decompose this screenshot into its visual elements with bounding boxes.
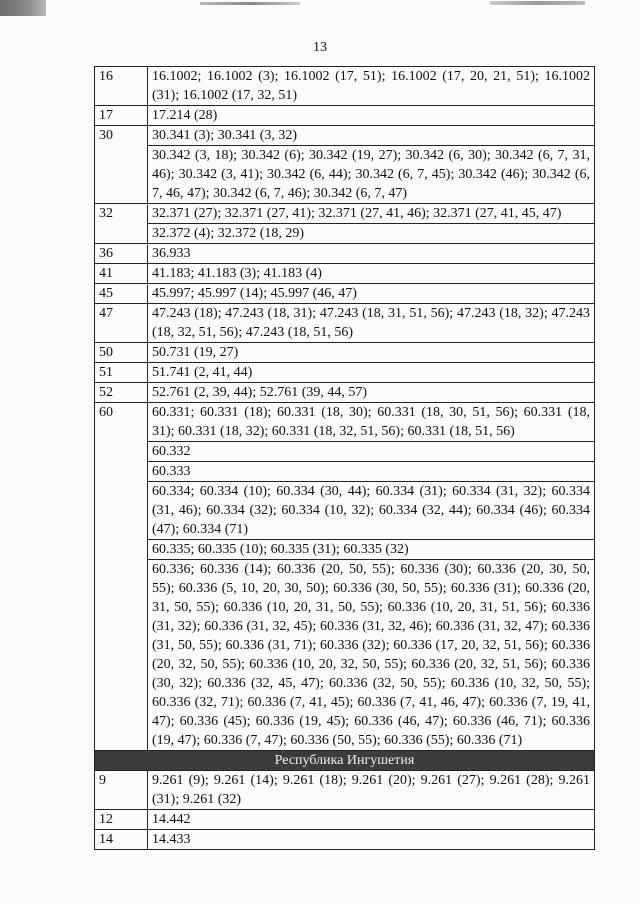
scan-artifact [490, 1, 585, 5]
row-number-cell: 52 [95, 383, 148, 403]
table-row [95, 771, 595, 810]
codes-cell: 60.334; 60.334 (10); 60.334 (30, 44); 60.334 (31); 60.334 (31, 32); 60.334 (31, 46); 60.334 (32); 60.334 (10, 32); 60.334 (32, 44); 60.334 (46); 60.334 (47); 60.334 (71) [148, 482, 595, 540]
table-row [95, 244, 595, 264]
table-row [95, 442, 595, 462]
table-row [95, 810, 595, 830]
codes-cell: 14.442 [148, 810, 595, 830]
row-number-cell: 14 [95, 830, 148, 850]
table-row [95, 363, 595, 383]
codes-cell: 50.731 (19, 27) [148, 343, 595, 363]
codes-cell: 36.933 [148, 244, 595, 264]
region-header: Республика Ингушетия [95, 751, 595, 771]
table-row [95, 343, 595, 363]
table-row [95, 482, 595, 540]
codes-cell: 60.332 [148, 442, 595, 462]
table-row [95, 204, 595, 224]
table-row [95, 284, 595, 304]
row-number-cell: 32 [95, 204, 148, 244]
page-number: 13 [313, 40, 327, 55]
scan-artifact [0, 0, 46, 16]
codes-cell: 47.243 (18); 47.243 (18, 31); 47.243 (18, 31, 51, 56); 47.243 (18, 32); 47.243 (18, 32, 51, 56); 47.243 (18, 51, 56) [148, 304, 595, 343]
scan-artifact [200, 2, 300, 5]
codes-table [94, 66, 595, 850]
table-row [95, 560, 595, 751]
codes-cell: 30.341 (3); 30.341 (3, 32) [148, 126, 595, 146]
table-row [95, 403, 595, 442]
row-number-cell: 36 [95, 244, 148, 264]
table-row [95, 462, 595, 482]
codes-cell: 45.997; 45.997 (14); 45.997 (46, 47) [148, 284, 595, 304]
row-number-cell: 12 [95, 810, 148, 830]
codes-cell: 16.1002; 16.1002 (3); 16.1002 (17, 51); 16.1002 (17, 20, 21, 51); 16.1002 (31); 16.1002 (17, 32, 51) [148, 67, 595, 106]
table-row [95, 540, 595, 560]
codes-cell: 41.183; 41.183 (3); 41.183 (4) [148, 264, 595, 284]
codes-cell: 32.371 (27); 32.371 (27, 41); 32.371 (27, 41, 46); 32.371 (27, 41, 45, 47) [148, 204, 595, 224]
codes-cell: 32.372 (4); 32.372 (18, 29) [148, 224, 595, 244]
table-row [95, 264, 595, 284]
region-header-row [95, 751, 595, 771]
codes-cell: 52.761 (2, 39, 44); 52.761 (39, 44, 57) [148, 383, 595, 403]
table-row [95, 224, 595, 244]
row-number-cell: 50 [95, 343, 148, 363]
codes-cell: 51.741 (2, 41, 44) [148, 363, 595, 383]
codes-cell: 17.214 (28) [148, 106, 595, 126]
table-row [95, 106, 595, 126]
table-row [95, 304, 595, 343]
row-number-cell: 17 [95, 106, 148, 126]
row-number-cell: 30 [95, 126, 148, 204]
row-number-cell: 60 [95, 403, 148, 751]
table-row [95, 830, 595, 850]
table-row [95, 146, 595, 204]
codes-cell: 60.331; 60.331 (18); 60.331 (18, 30); 60.331 (18, 30, 51, 56); 60.331 (18, 31); 60.331 (18, 32); 60.331 (18, 32, 51, 56); 60.331 (18, 51, 56) [148, 403, 595, 442]
codes-cell: 60.333 [148, 462, 595, 482]
row-number-cell: 51 [95, 363, 148, 383]
row-number-cell: 9 [95, 771, 148, 810]
table-row [95, 383, 595, 403]
codes-cell: 60.335; 60.335 (10); 60.335 (31); 60.335 (32) [148, 540, 595, 560]
row-number-cell: 41 [95, 264, 148, 284]
row-number-cell: 47 [95, 304, 148, 343]
row-number-cell: 16 [95, 67, 148, 106]
table-row [95, 126, 595, 146]
table-row [95, 67, 595, 106]
row-number-cell: 45 [95, 284, 148, 304]
codes-cell: 30.342 (3, 18); 30.342 (6); 30.342 (19, 27); 30.342 (6, 30); 30.342 (6, 7, 31, 46); 30.342 (3, 41); 30.342 (6, 44); 30.342 (6, 7, 45); 30.342 (46); 30.342 (6, 7, 46, 47); 30.342 (6, 7, 46); 30.342 (6, 7, 47) [148, 146, 595, 204]
codes-cell: 14.433 [148, 830, 595, 850]
codes-cell: 9.261 (9); 9.261 (14); 9.261 (18); 9.261 (20); 9.261 (27); 9.261 (28); 9.261 (31); 9.261 (32) [148, 771, 595, 810]
codes-cell: 60.336; 60.336 (14); 60.336 (20, 50, 55); 60.336 (30); 60.336 (20, 30, 50, 55); 60.336 (5, 10, 20, 30, 50); 60.336 (30, 50, 55); 60.336 (31); 60.336 (20, 31, 50, 55); 60.336 (10, 20, 31, 50, 55); 60.336 (10, 20, 31, 51, 56); 60.336 (31, 32); 60.336 (31, 32, 45); 60.336 (31, 32, 46); 60.336 (31, 32, 47); 60.336 (31, 50, 55); 60.336 (31, 71); 60.336 (32); 60.336 (17, 20, 32, 51, 56); 60.336 (20, 32, 50, 55); 60.336 (10, 20, 32, 50, 55); 60.336 (20, 32, 51, 56); 60.336 (30, 32); 60.336 (32, 45, 47); 60.336 (32, 50, 55); 60.336 (10, 32, 50, 55); 60.336 (32, 71); 60.336 (7, 41, 45); 60.336 (7, 41, 46, 47); 60.336 (7, 19, 41, 47); 60.336 (45); 60.336 (19, 45); 60.336 (46, 47); 60.336 (46, 71); 60.336 (19, 47); 60.336 (7, 47); 60.336 (50, 55); 60.336 (55); 60.336 (71) [148, 560, 595, 751]
